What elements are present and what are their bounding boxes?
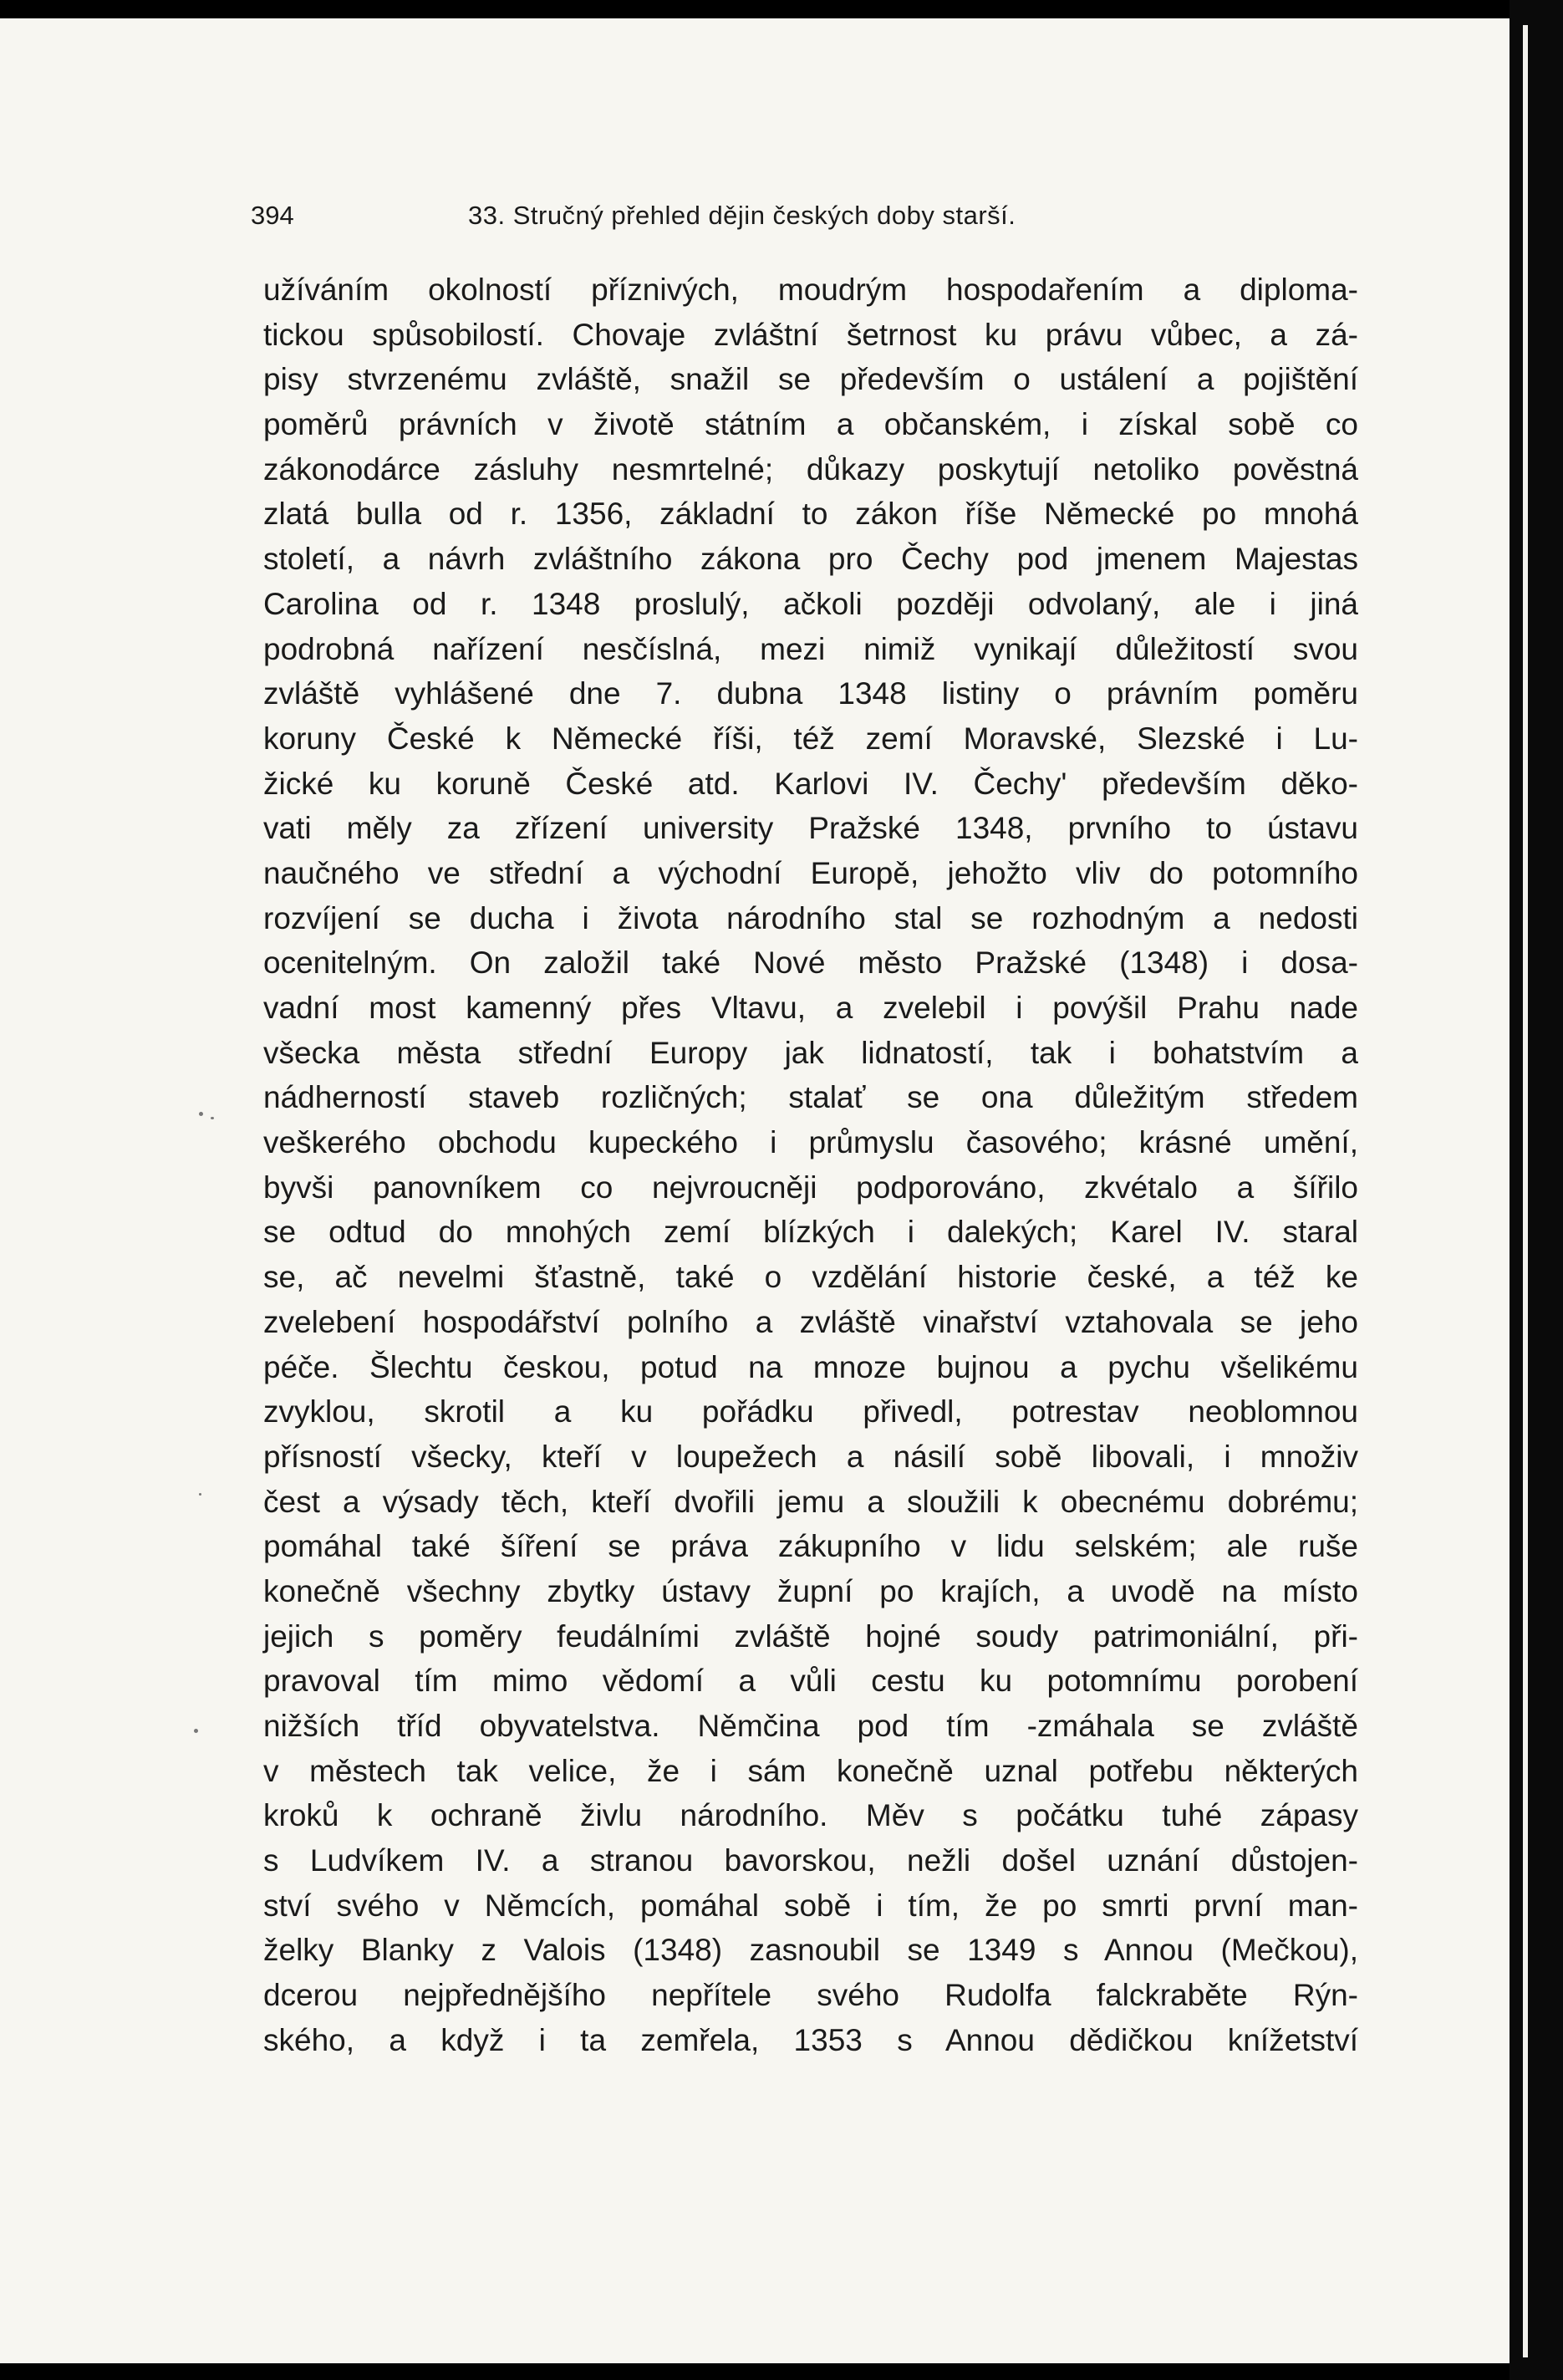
scan-speck xyxy=(199,1493,201,1496)
text-line: zvelebení hospodářství polního a zvláště vinařství vztahovala se jeho xyxy=(263,1304,1358,1339)
body-text xyxy=(263,268,1358,2063)
text-line: pomáhal také šíření se práva zákupního v lidu selském; ale ruše xyxy=(263,1529,1358,1564)
text-line: péče. Šlechtu českou, potud na mnoze bujnou a pychu všelikému xyxy=(263,1349,1358,1384)
text-line: ského, a když i ta zemřela, 1353 s Annou dědičkou knížetství xyxy=(263,2022,1358,2057)
scan-edge xyxy=(1510,0,1563,2380)
text-line: zákonodárce zásluhy nesmrtelné; důkazy poskytují netoliko pověstná xyxy=(263,451,1358,487)
text-line: zvláště vyhlášené dne 7. dubna 1348 listiny o právním poměru xyxy=(263,676,1358,711)
scan-speck xyxy=(211,1117,214,1119)
text-line: tickou spůsobilostí. Chovaje zvláštní šetrnost ku právu vůbec, a zá- xyxy=(263,317,1358,352)
text-line: jejich s poměry feudálními zvláště hojné soudy patrimoniální, při- xyxy=(263,1618,1358,1654)
text-line: přísností všecky, kteří v loupežech a násilí sobě libovali, i množiv xyxy=(263,1439,1358,1474)
text-line: nádherností staveb rozličných; stalať se ona důležitým středem xyxy=(263,1080,1358,1115)
text-line: ství svého v Němcích, pomáhal sobě i tím, že po smrti první man- xyxy=(263,1888,1358,1923)
page-header xyxy=(251,201,1421,242)
text-line: zvyklou, skrotil a ku pořádku přivedl, potrestav neoblomnou xyxy=(263,1394,1358,1430)
text-line: čest a výsady těch, kteří dvořili jemu a sloužili k obecnému dobrému; xyxy=(263,1484,1358,1519)
text-line: žické ku koruně České atd. Karlovi IV. Čechy' především děko- xyxy=(263,766,1358,801)
text-line: ocenitelným. On založil také Nové město Pražské (1348) i dosa- xyxy=(263,945,1358,981)
text-line: Carolina od r. 1348 proslulý, ačkoli později odvolaný, ale i jiná xyxy=(263,586,1358,621)
text-line: zlatá bulla od r. 1356, základní to zákon říše Německé po mnohá xyxy=(263,497,1358,532)
text-line: století, a návrh zvláštního zákona pro Čechy pod jmenem Majestas xyxy=(263,542,1358,577)
text-line: podrobná nařízení nesčíslná, mezi nimiž vynikají důležitostí svou xyxy=(263,631,1358,666)
text-line: byvši panovníkem co nejvroucněji podporováno, zkvétalo a šířilo xyxy=(263,1170,1358,1205)
text-line: se, ač nevelmi šťastně, také o vzdělání historie české, a též ke xyxy=(263,1260,1358,1295)
text-line: s Ludvíkem IV. a stranou bavorskou, nežli došel uznání důstojen- xyxy=(263,1843,1358,1878)
page-number: 394 xyxy=(251,201,294,230)
scan-speck xyxy=(194,1729,198,1733)
text-line: veškerého obchodu kupeckého i průmyslu časového; krásné umění, xyxy=(263,1125,1358,1160)
text-line: vadní most kamenný přes Vltavu, a zvelebil i povýšil Prahu nade xyxy=(263,991,1358,1025)
scan-edge-line xyxy=(1523,25,1528,2357)
text-line: kroků k ochraně živlu národního. Měv s počátku tuhé zápasy xyxy=(263,1798,1358,1833)
text-line: poměrů právních v životě státním a občanském, i získal sobě co xyxy=(263,407,1358,442)
text-line: vati měly za zřízení university Pražské 1348, prvního to ústavu xyxy=(263,811,1358,846)
text-line: pisy stvrzenému zvláště, snažil se především o ustálení a pojištění xyxy=(263,362,1358,397)
text-line: se odtud do mnohých zemí blízkých i dalekých; Karel IV. staral xyxy=(263,1215,1358,1250)
text-line: konečně všechny zbytky ústavy župní po krajích, a uvodě na místo xyxy=(263,1573,1358,1608)
text-line: nižších tříd obyvatelstva. Němčina pod tím -zmáhala se zvláště xyxy=(263,1709,1358,1743)
text-line: dcerou nejpřednějšího nepřítele svého Rudolfa falckraběte Rýn- xyxy=(263,1978,1358,2013)
text-line: v městech tak velice, že i sám konečně uznal potřebu některých xyxy=(263,1753,1358,1788)
text-line: rozvíjení se ducha i života národního stal se rozhodným a nedosti xyxy=(263,900,1358,935)
text-line: naučného ve střední a východní Europě, jehožto vliv do potomního xyxy=(263,855,1358,890)
text-line: užíváním okolností příznivých, moudrým hospodařením a diploma- xyxy=(263,273,1358,307)
text-line: koruny České k Německé říši, též zemí Moravské, Slezské i Lu- xyxy=(263,721,1358,756)
text-line: všecka města střední Europy jak lidnatostí, tak i bohatstvím a xyxy=(263,1035,1358,1070)
text-line: želky Blanky z Valois (1348) zasnoubil se 1349 s Annou (Mečkou), xyxy=(263,1933,1358,1968)
scan-speck xyxy=(199,1112,203,1116)
text-line: pravoval tím mimo vědomí a vůli cestu ku potomnímu porobení xyxy=(263,1664,1358,1699)
running-title: 33. Stručný přehled dějin českých doby starší. xyxy=(468,201,1016,230)
